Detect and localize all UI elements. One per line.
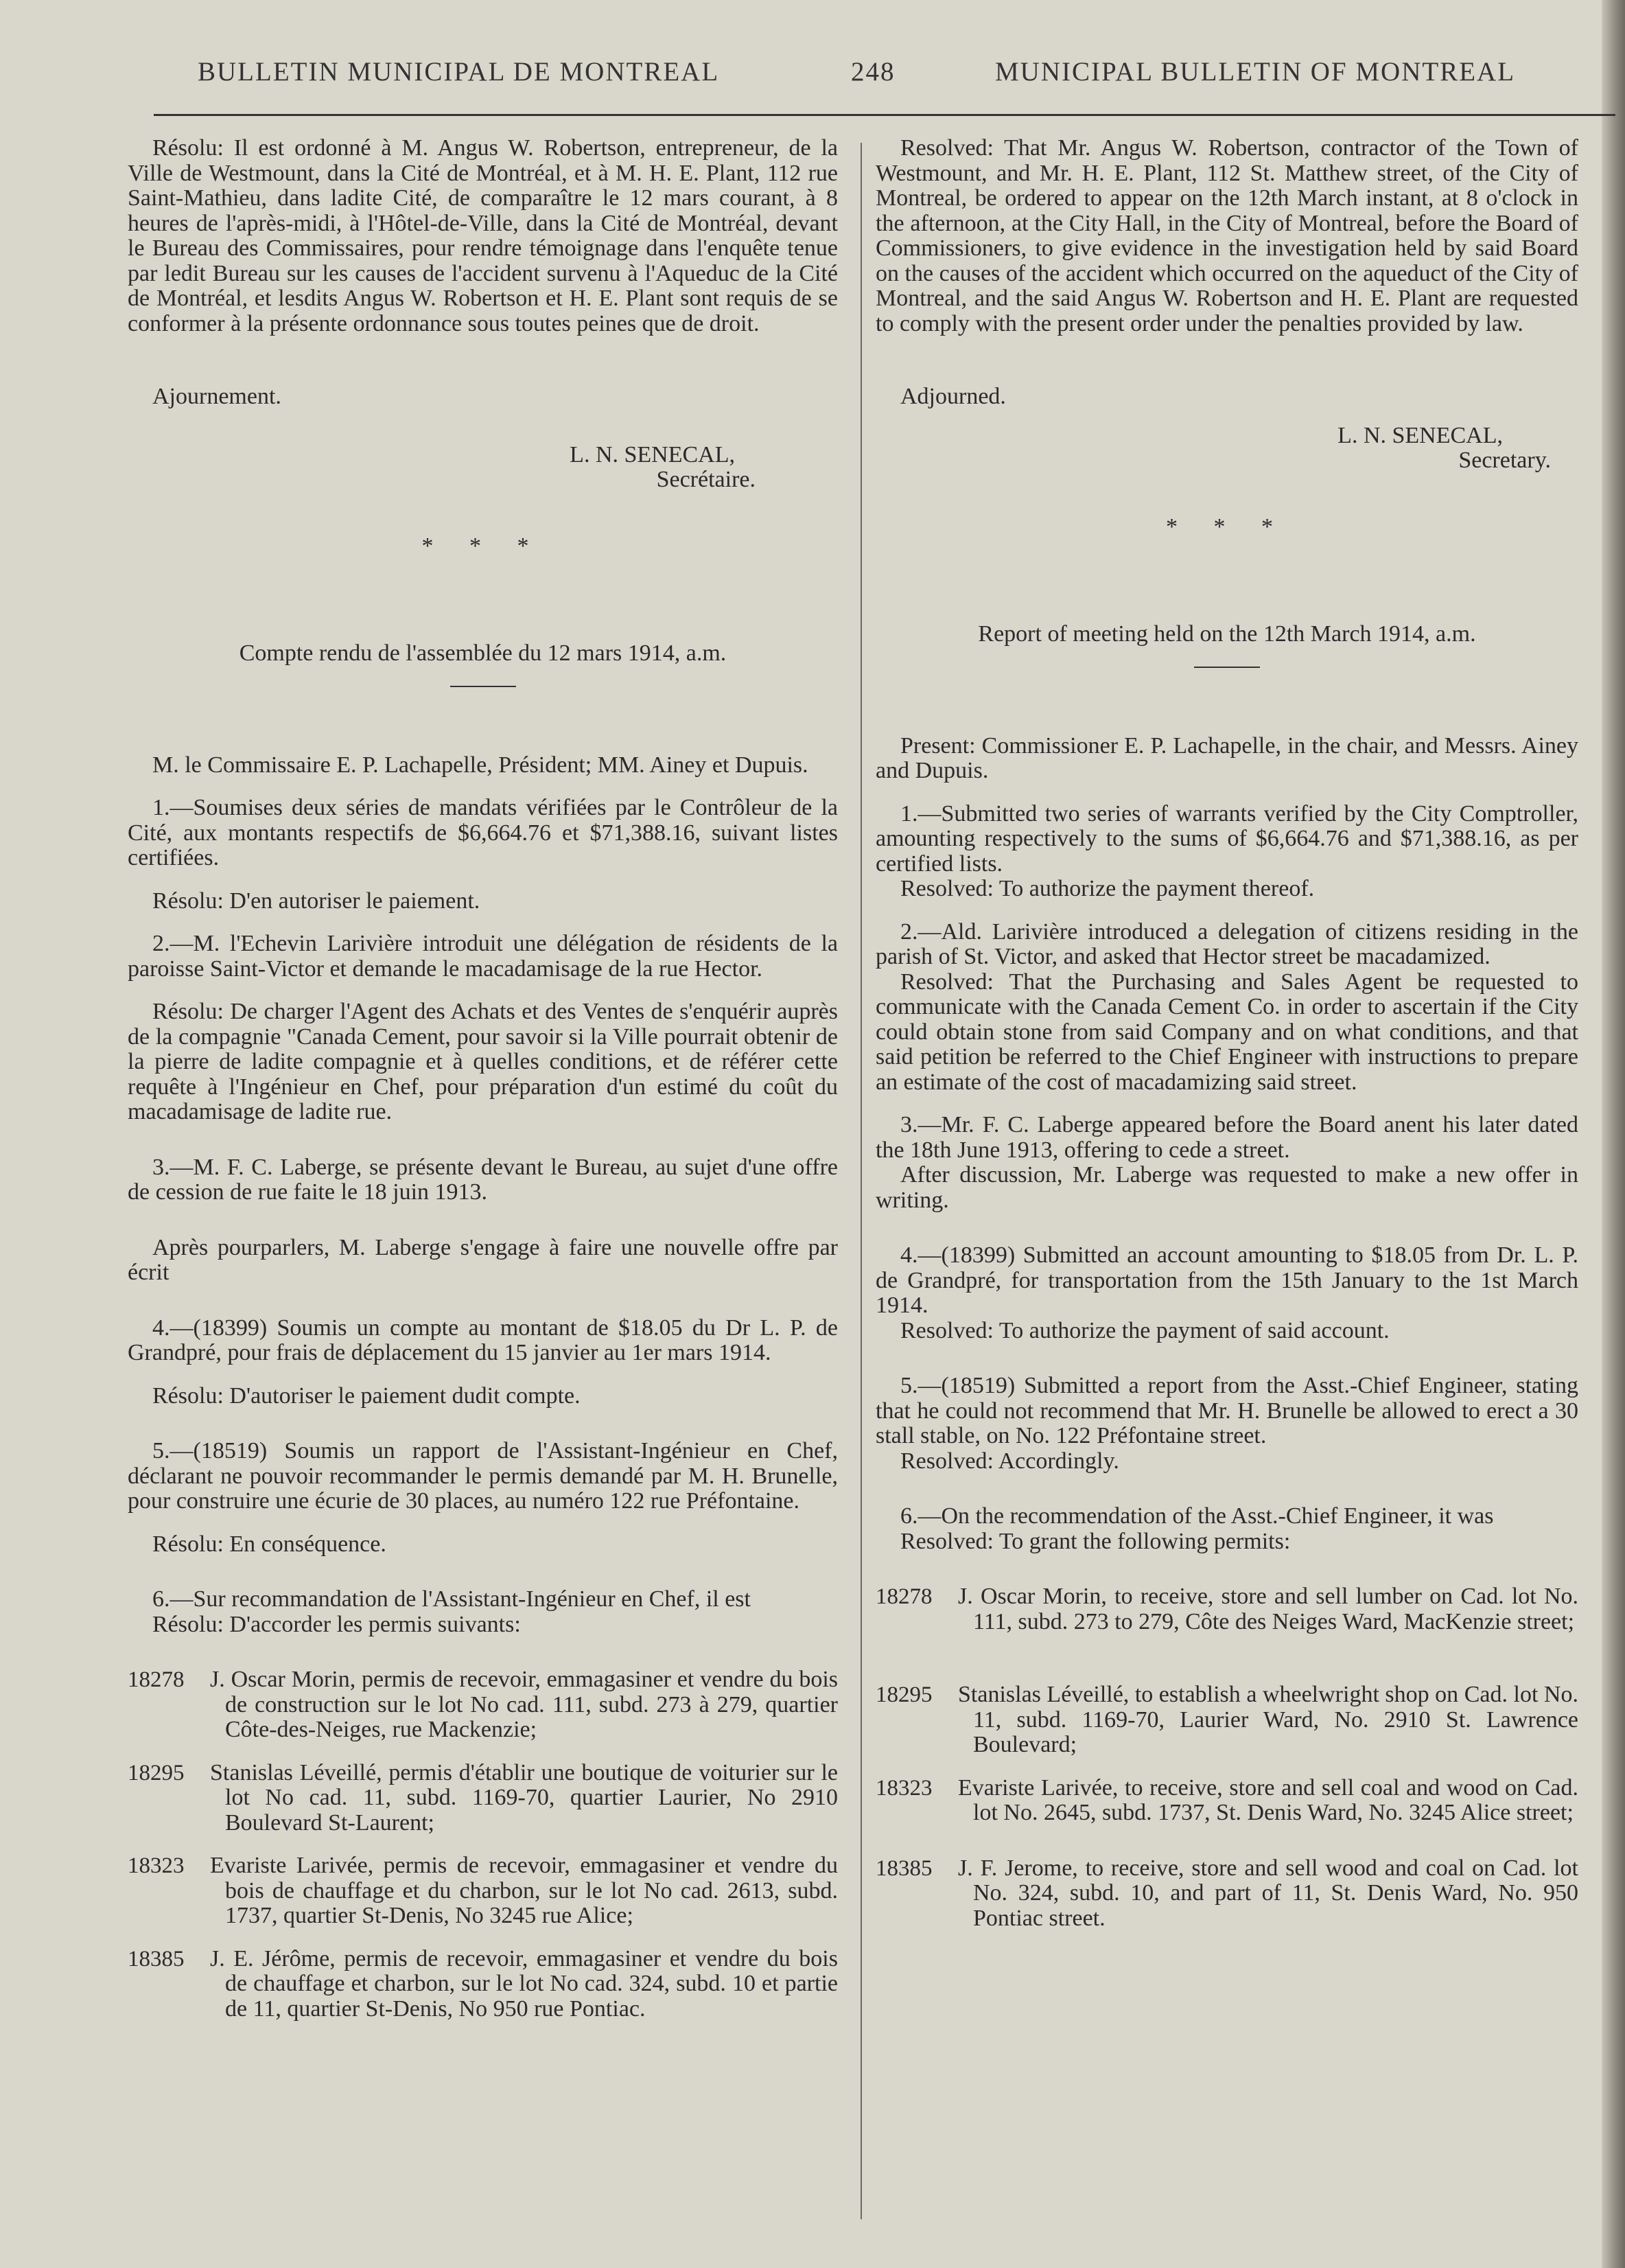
fr-meeting-title: Compte rendu de l'assemblée du 12 mars 1914, a.m. [239, 640, 727, 666]
en-meeting-title: Report of meeting held on the 12th March 1914, a.m. [978, 621, 1476, 647]
fr-signature-title: Secrétaire. [656, 467, 756, 492]
page-number: 248 [851, 57, 896, 86]
en-item-2: 2.—Ald. Larivière introduced a delegation of citizens residing in the parish of St. Victor, and asked that Hector street be macadamized. [876, 918, 1578, 969]
en-item-3: 3.—Mr. F. C. Laberge appeared before the Board anent his later dated the 18th June 1913, offering to cede a street. [876, 1112, 1578, 1163]
en-permit-text: J. Oscar Morin, to receive, store and sell lumber on Cad. lot No. 111, subd. 273 to 279, Côte des Neiges Ward, MacKenzie street; [958, 1584, 1578, 1634]
fr-signature-name: L. N. SENECAL, [570, 441, 735, 467]
fr-item-5: 5.—(18519) Soumis un rapport de l'Assistant-Ingénieur en Chef, déclarant ne pouvoir recommander le permis demandé par M. H. Brunelle, pour construire une écurie de 30 places, au numéro 122 rue Préfontaine. [128, 1438, 838, 1514]
fr-present: M. le Commissaire E. P. Lachapelle, Président; MM. Ainey et Dupuis. [152, 752, 808, 778]
en-item-1-resolved: Resolved: To authorize the payment thereof. [900, 876, 1315, 901]
en-permit-number: 18295 [876, 1682, 933, 1707]
en-item-3-after: After discussion, Mr. Laberge was requested to make a new offer in writing. [876, 1162, 1578, 1213]
fr-permit-text: Evariste Larivée, permis de recevoir, emmagasiner et vendre du bois de chauffage et du charbon, sur le lot No cad. 2613, subd. 1737, quartier St-Denis, No 3245 rue Alice; [210, 1853, 838, 1928]
fr-section-stars: * * * [421, 533, 544, 559]
en-permit [876, 1682, 1578, 1758]
fr-permit [128, 1667, 838, 1743]
fr-permit-text: J. E. Jérôme, permis de recevoir, emmagasiner et vendre du bois de chauffage et charbon, sur le lot No cad. 324, subd. 10 et partie de 11, quartier St-Denis, No 950 rue Pontiac. [210, 1945, 838, 2022]
en-section-stars: * * * [1166, 513, 1288, 540]
en-permit-number: 18323 [876, 1775, 933, 1801]
fr-permit-number: 18385 [128, 1946, 185, 1971]
fr-permit-text: J. Oscar Morin, permis de recevoir, emmagasiner et vendre du bois de construction sur le lot No cad. 111, subd. 273 à 279, quartier Côte-des-Neiges, rue Mackenzie; [210, 1667, 838, 1742]
french-column [128, 136, 838, 2022]
en-adjournment: Adjourned. [900, 384, 1006, 409]
page-edge [1602, 0, 1625, 2268]
en-permit-text: Stanislas Léveillé, to establish a wheelwright shop on Cad. lot No. 11, subd. 1169-70, Laurier Ward, No. 2910 St. Lawrence Boulevard; [958, 1682, 1578, 1757]
fr-adjournment: Ajournement. [152, 384, 281, 409]
en-item-5-resolved: Resolved: Accordingly. [900, 1448, 1119, 1474]
fr-item-5-resolved: Résolu: En conséquence. [152, 1531, 386, 1557]
en-item-4-resolved: Resolved: To authorize the payment of said account. [900, 1317, 1390, 1343]
en-present: Present: Commissioner E. P. Lachapelle, in the chair, and Messrs. Ainey and Dupuis. [876, 732, 1578, 783]
en-permit-number: 18385 [876, 1855, 933, 1881]
en-item-4: 4.—(18399) Submitted an account amounting to $18.05 from Dr. L. P. de Grandpré, for transportation from the 15th January to the 1st March 1914. [876, 1242, 1578, 1318]
header-right-title: MUNICIPAL BULLETIN OF MONTREAL [995, 57, 1516, 86]
fr-permit-number: 18323 [128, 1853, 185, 1878]
fr-item-1-resolved: Résolu: D'en autoriser le paiement. [152, 888, 480, 914]
en-item-1: 1.—Submitted two series of warrants verified by the City Comptroller, amounting respectively to the sums of $6,664.76 and $71,388.16, as per certified lists. [876, 800, 1578, 877]
en-item-6-resolved: Resolved: To grant the following permits: [900, 1528, 1291, 1554]
fr-item-1: 1.—Soumises deux séries de mandats vérifiées par le Contrôleur de la Cité, aux montants respectifs de $6,664.76 et $71,388.16, suivant listes certifiées. [128, 795, 838, 870]
fr-signature [128, 443, 838, 493]
en-permit [876, 1584, 1578, 1634]
en-item-5: 5.—(18519) Submitted a report from the Asst.-Chief Engineer, stating that he could not recommend that Mr. H. Brunelle be allowed to erect a 30 stall stable, on No. 122 Préfontaine street. [876, 1373, 1578, 1448]
en-permit-number: 18278 [876, 1584, 933, 1609]
page-header [0, 56, 1625, 97]
header-rule [154, 114, 1615, 116]
fr-item-6-resolved: Résolu: D'accorder les permis suivants: [152, 1611, 521, 1637]
en-item-6: 6.—On the recommendation of the Asst.-Chief Engineer, it was [900, 1503, 1494, 1529]
header-left-title: BULLETIN MUNICIPAL DE MONTREAL [198, 57, 720, 86]
column-divider [861, 143, 862, 2219]
fr-permit-number: 18278 [128, 1667, 185, 1692]
en-signature [876, 424, 1578, 474]
fr-item-2-resolved: Résolu: De charger l'Agent des Achats et des Ventes de s'enquérir auprès de la compagnie "Canada Cement, pour savoir si la Ville pourrait obtenir de la pierre de ladite compagnie et à quelles conditions, et de référer cette requête à l'Ingénieur en Chef, pour préparation d'un estimé du coût du macadamisage de ladite rue. [128, 999, 838, 1124]
en-signature-name: L. N. SENECAL, [1337, 422, 1503, 448]
fr-item-3: 3.—M. F. C. Laberge, se présente devant le Bureau, au sujet d'une offre de cession de rue faite le 18 juin 1913. [128, 1154, 838, 1205]
en-signature-title: Secretary. [1458, 448, 1551, 473]
english-column [876, 136, 1578, 1931]
fr-permit-number: 18295 [128, 1760, 185, 1785]
en-permit [876, 1856, 1578, 1932]
fr-item-3-after: Après pourparlers, M. Laberge s'engage à faire une nouvelle offre par écrit [128, 1234, 838, 1285]
fr-item-2: 2.—M. l'Echevin Larivière introduit une délégation de résidents de la paroisse Saint-Victor et demande le macadamisage de la rue Hector. [128, 931, 838, 982]
fr-permit [128, 1853, 838, 1929]
fr-item-4: 4.—(18399) Soumis un compte au montant de $18.05 du Dr L. P. de Grandpré, pour frais de déplacement du 15 janvier au 1er mars 1914. [128, 1315, 838, 1365]
en-permit-text: J. F. Jerome, to receive, store and sell wood and coal on Cad. lot No. 324, subd. 10, and part of 11, St. Denis Ward, No. 950 Pontiac street. [958, 1855, 1578, 1931]
fr-permit-text: Stanislas Léveillé, permis d'établir une boutique de voiturier sur le lot No cad. 11, subd. 1169-70, quartier Laurier, No 2910 Boulevard St-Laurent; [210, 1759, 838, 1836]
en-item-2-resolved: Resolved: That the Purchasing and Sales Agent be requested to communicate with the Canada Cement Co. in order to ascertain if the City could obtain stone from said Company and on what conditions, and that said petition be referred to the Chief Engineer with instructions to prepare an estimate of the cost of macadamizing said street. [876, 969, 1578, 1095]
fr-resolution-first: Résolu: Il est ordonné à M. Angus W. Robertson, entrepreneur, de la Ville de Westmount, dans la Cité de Montréal, et à M. H. E. Plant, 112 rue Saint-Mathieu, dans ladite Cité, de comparaître le 12 mars courant, à 8 heures de l'après-midi, à l'Hôtel-de-Ville, dans la Cité de Montréal, devant le Bureau des Commissaires, pour rendre témoignage dans l'enquête tenue par ledit Bureau sur les causes de l'accident survenu à l'Aqueduc de la Cité de Montréal, et lesdits Angus W. Robertson et H. E. Plant sont requis de se conformer à la présente ordonnance sous toutes peines que de droit. [128, 135, 838, 336]
en-permit-text: Evariste Larivée, to receive, store and sell coal and wood on Cad. lot No. 2645, subd. 1737, St. Denis Ward, No. 3245 Alice street; [958, 1774, 1578, 1825]
fr-permit [128, 1761, 838, 1836]
fr-item-4-resolved: Résolu: D'autoriser le paiement dudit compte. [152, 1382, 581, 1409]
fr-permit [128, 1947, 838, 2022]
en-resolution-first: Resolved: That Mr. Angus W. Robertson, contractor of the Town of Westmount, and Mr. H. E. Plant, 112 St. Matthew street, of the City of Montreal, be ordered to appear on the 12th March instant, at 8 o'clock in the afternoon, at the City Hall, in the City of Montreal, before the Board of Commissioners, to give evidence in the investigation held by said Board on the causes of the accident which occurred on the aqueduct of the City of Montreal, and the said Angus W. Robertson and H. E. Plant are requested to comply with the present order under the penalties provided by law. [876, 135, 1578, 336]
fr-item-6: 6.—Sur recommandation de l'Assistant-Ingénieur en Chef, il est [152, 1586, 751, 1612]
en-permit [876, 1776, 1578, 1826]
